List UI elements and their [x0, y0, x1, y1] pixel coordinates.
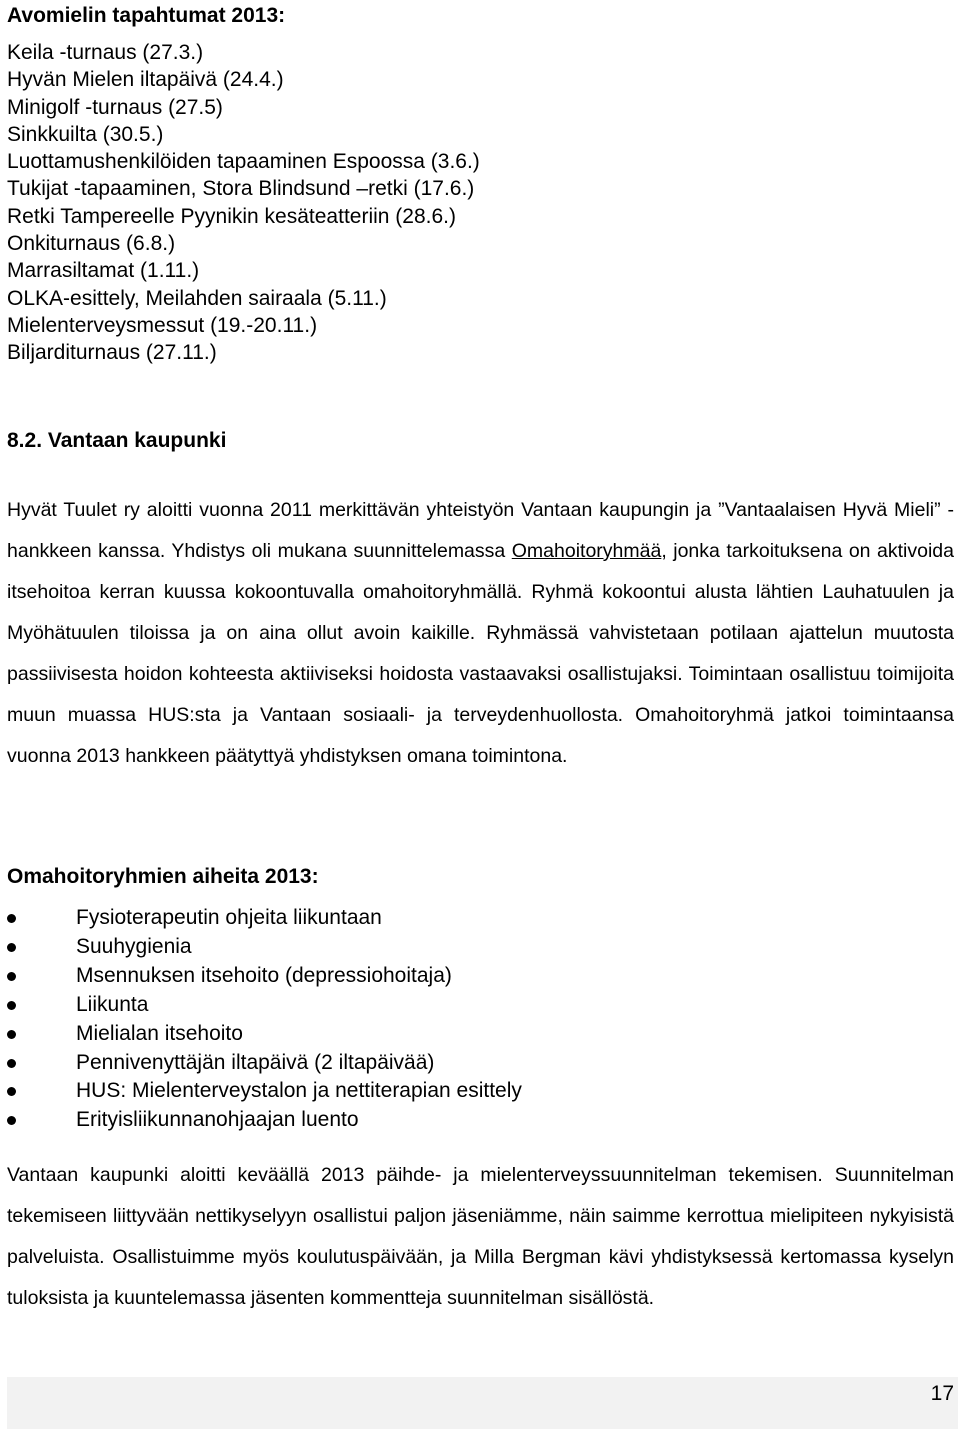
- list-item: [7, 962, 522, 991]
- page-footer: [7, 1377, 958, 1429]
- list-item-label: Suuhygienia: [76, 934, 192, 958]
- paragraph-text: , jonka tarkoituksena on aktivoida itsehoitoa kerran kuussa kokoontuvalla omahoitoryhmällä. Ryhmä kokoontui alusta lähtien Lauhatuulen ja Myöhätuulen tiloissa ja on aina ollut avoin kaikille. Ryhmässä vahvistetaan potilaan ajattelun muutosta passiivisesta hoidon kohteesta aktiiviseksi hoidosta vastaavaksi osallistujaksi. Toimintaan osallistuu toimijoita muun muassa HUS:sta ja Vantaan sosiaali- ja terveydenhuollosta. Omahoitoryhmä jatkoi toimintaansa vuonna 2013 hankkeen päätyttyä yhdistyksen omana toimintona.: [7, 540, 954, 767]
- list-item: Retki Tampereelle Pyynikin kesäteatteriin (28.6.): [7, 204, 456, 228]
- section-title: 8.2. Vantaan kaupunki: [7, 429, 227, 452]
- list-item: Onkiturnaus (6.8.): [7, 232, 176, 256]
- list-item: Sinkkuilta (30.5.): [7, 122, 164, 146]
- list-item: [7, 1106, 522, 1135]
- body-paragraph-vantaa: [7, 490, 954, 777]
- list-item-label: Msennuksen itsehoito (depressiohoitaja): [76, 963, 452, 987]
- bullet-icon: [7, 1030, 16, 1039]
- list-item: [7, 1020, 522, 1049]
- list-item-label: Mielialan itsehoito: [76, 1021, 243, 1045]
- list-item-label: Erityisliikunnanohjaajan luento: [76, 1108, 359, 1132]
- list-item-label: Fysioterapeutin ohjeita liikuntaan: [76, 906, 382, 929]
- events-heading: Avomielin tapahtumat 2013:: [7, 4, 286, 27]
- list-item: Keila -turnaus (27.3.): [7, 41, 204, 64]
- bullet-icon: [7, 1001, 16, 1010]
- bullet-icon: [7, 1059, 16, 1068]
- list-item: [7, 991, 522, 1020]
- bullet-icon: [7, 972, 16, 981]
- omahoitoryhma-underlined-term: Omahoitoryhmää: [511, 540, 662, 562]
- body-paragraph-plan: Vantaan kaupunki aloitti keväällä 2013 päihde- ja mielenterveyssuunnitelman tekemisen. Suunnitelman tekemiseen liittyvään nettikyselyyn osallistui paljon jäseniämme, näin saimme kerrottua mielipiteen nykyisistä palveluista. Osallistuimme myös koulutuspäivään, ja Milla Bergman kävi yhdistyksessä kertomassa kyselyn tuloksista ja kuuntelemassa jäsenten kommentteja suunnitelman sisällöstä.: [7, 1164, 954, 1309]
- topics-heading: Omahoitoryhmien aiheita 2013:: [7, 865, 319, 888]
- list-item: [7, 904, 522, 933]
- list-item-label: Pennivenyttäjän iltapäivä (2 iltapäivää): [76, 1050, 435, 1074]
- bullet-icon: [7, 1116, 16, 1125]
- events-list: [7, 39, 480, 367]
- page-number: 17: [930, 1382, 954, 1405]
- list-item-label: HUS: Mielenterveystalon ja nettiterapian esittely: [76, 1079, 522, 1103]
- bullet-icon: [7, 943, 16, 952]
- bullet-icon: [7, 914, 16, 923]
- list-item: [7, 1077, 522, 1106]
- list-item: Luottamushenkilöiden tapaaminen Espoossa (3.6.): [7, 150, 480, 174]
- list-item-label: Liikunta: [76, 992, 149, 1016]
- list-item: Biljarditurnaus (27.11.): [7, 341, 217, 365]
- list-item: Mielenterveysmessut (19.-20.11.): [7, 313, 318, 337]
- paragraph-text: Hyvät Tuulet ry aloitti vuonna 2011 merkittävän yhteistyön Vantaan kaupungin ja ”Vantaalaisen Hyvä Mieli” -hankkeen kanssa. Yhdistys oli mukana suunnittelemassa: [7, 499, 954, 562]
- list-item: Marrasiltamat (1.11.): [7, 259, 200, 283]
- list-item: Minigolf -turnaus (27.5): [7, 95, 223, 119]
- list-item: OLKA-esittely, Meilahden sairaala (5.11.): [7, 286, 387, 310]
- list-item: [7, 1049, 522, 1078]
- list-item: Hyvän Mielen iltapäivä (24.4.): [7, 68, 284, 92]
- topics-list: [7, 904, 522, 1135]
- list-item: [7, 933, 522, 962]
- bullet-icon: [7, 1087, 16, 1096]
- list-item: Tukijat -tapaaminen, Stora Blindsund –retki (17.6.): [7, 177, 475, 201]
